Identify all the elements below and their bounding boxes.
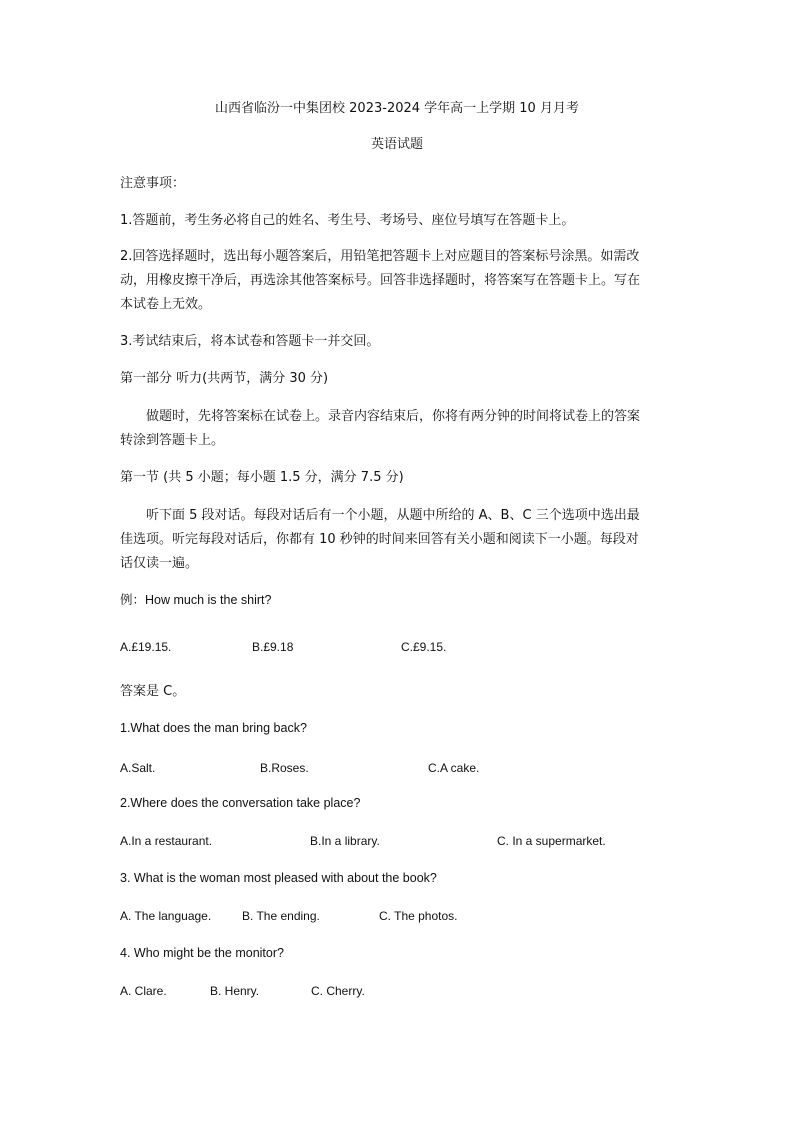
example-option-b: B.£9.18 [252, 640, 294, 654]
section1-intro-line-3: 话仅读一遍。 [120, 556, 199, 571]
question-4-option-c: C. Cherry. [311, 984, 365, 998]
notice-item-2-line-3: 本试卷上无效。 [120, 297, 212, 312]
part1-heading: 第一部分 听力(共两节，满分 30 分) [120, 371, 329, 386]
question-2-option-a: A.In a restaurant. [120, 834, 213, 848]
notice-item-3: 3.考试结束后，将本试卷和答题卡一并交回。 [120, 334, 380, 349]
question-3-option-a: A. The language. [120, 909, 212, 923]
exam-subtitle: 英语试题 [370, 137, 423, 152]
part1-intro-line-2: 转涂到答题卡上。 [120, 433, 225, 448]
notice-item-2-line-1: 2.回答选择题时，选出每小题答案后，用铅笔把答题卡上对应题目的答案标号涂黑。如需改 [120, 249, 640, 264]
question-1-option-b: B.Roses. [260, 761, 309, 775]
question-2: 2.Where does the conversation take place? [120, 796, 361, 810]
question-1-option-c: C.A cake. [428, 761, 480, 775]
question-3: 3. What is the woman most pleased with about the book? [120, 871, 437, 885]
example-answer: 答案是 C。 [120, 684, 186, 699]
notice-item-2-line-2: 动，用橡皮擦干净后，再选涂其他答案标号。回答非选择题时，将答案写在答题卡上。写在 [120, 273, 641, 288]
section1-heading: 第一节 (共 5 小题；每小题 1.5 分，满分 7.5 分) [120, 470, 404, 485]
question-1-option-a: A.Salt. [120, 761, 156, 775]
question-1: 1.What does the man bring back? [120, 721, 307, 735]
question-4: 4. Who might be the monitor? [120, 946, 284, 960]
question-2-option-b: B.In a library. [310, 834, 380, 848]
notice-heading: 注意事项： [120, 176, 186, 191]
example-option-a: A.£19.15. [120, 640, 172, 654]
question-4-option-a: A. Clare. [120, 984, 167, 998]
part1-intro-line-1: 做题时，先将答案标在试卷上。录音内容结束后，你将有两分钟的时间将试卷上的答案 [146, 409, 641, 424]
example-option-c: C.£9.15. [401, 640, 447, 654]
section1-intro-line-2: 佳选项。听完每段对话后，你都有 10 秒钟的时间来回答有关小题和阅读下一小题。每段对 [120, 532, 639, 547]
example-question: 例：How much is the shirt? [120, 593, 272, 607]
question-4-option-b: B. Henry. [210, 984, 260, 998]
notice-item-1: 1.答题前，考生务必将自己的姓名、考生号、考场号、座位号填写在答题卡上。 [120, 213, 575, 228]
exam-title: 山西省临汾一中集团校 2023-2024 学年高一上学期 10 月月考 [215, 101, 579, 116]
question-3-option-c: C. The photos. [379, 909, 458, 923]
question-3-option-b: B. The ending. [242, 909, 320, 923]
question-2-option-c: C. In a supermarket. [497, 834, 606, 848]
section1-intro-line-1: 听下面 5 段对话。每段对话后有一个小题，从题中所给的 A、B、C 三个选项中选出最 [146, 508, 640, 523]
